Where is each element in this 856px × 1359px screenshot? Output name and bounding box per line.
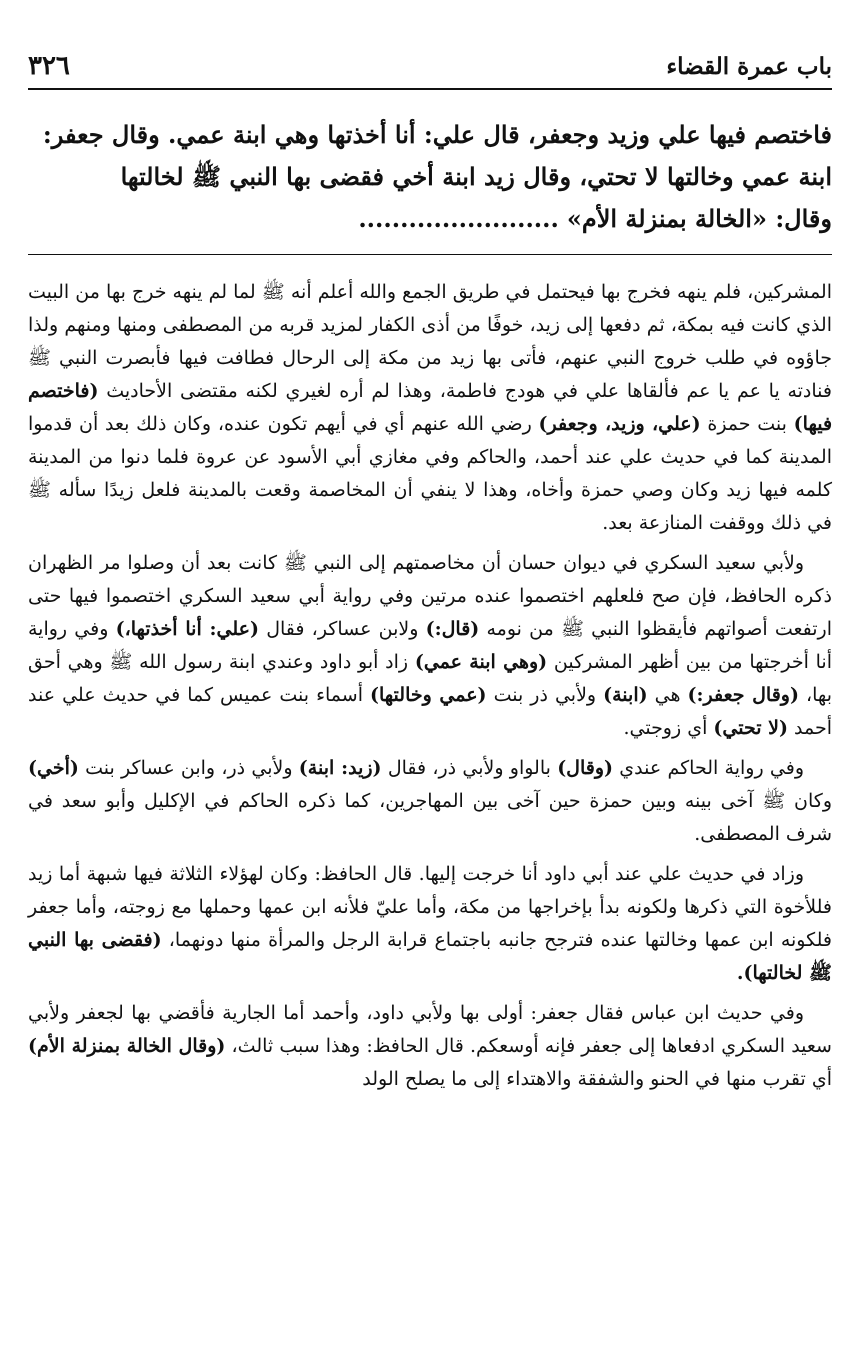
hadith-line: فاختصم فيها علي وزيد وجعفر، قال علي: أنا أخذتها وهي ابنة عمي. وقال جعفر:: [42, 120, 832, 149]
commentary-paragraph: [28, 997, 832, 1096]
text-run: وفي رواية أنا أخرجتها من بين أظهر المشركين: [28, 618, 832, 673]
hadith-line: ابنة عمي وخالتها لا تحتي، وقال زيد ابنة أخي فقضى بها النبي ﷺ لخالتها: [120, 162, 832, 191]
page-number: ٣٢٦: [28, 51, 70, 81]
quoted-text: (ابنة): [603, 684, 648, 706]
dotted-leader: ........................: [358, 204, 559, 233]
text-run: بالواو ولأبي ذر، فقال: [387, 757, 551, 779]
commentary-paragraph: [28, 752, 832, 851]
separator-line: [28, 254, 832, 255]
text-run: ولابن عساكر، فقال: [266, 618, 419, 640]
text-run: ولأبي ذر بنت: [493, 684, 597, 706]
quoted-text: (لا تحتي): [713, 717, 788, 739]
text-run: أي زوجتي.: [623, 717, 708, 739]
quoted-text: (عمي وخالتها): [370, 684, 487, 706]
text-run: المشركين، فلم ينهه فخرج بها فيحتمل في طريق الجمع والله أعلم أنه ﷺ لما لم ينهه خرج بها من البيت الذي كانت فيه بمكة، ثم دفعها إلى زيد، خوفًا من أذى الكفار لمزيد قربه من المصطفى ومنها ومنهم ولذا جاؤوه في طلب خروج النبي عنهم، فأتى بها زيد من مكة إلى الرحال فطافت فيها فأبصرت النبي ﷺ فنادته يا عم يا عم فألقاها علي في هودج فاطمة، وهذا لم أره لغيري لكنه مقتضى الأحاديث: [28, 281, 832, 402]
text-run: بنت حمزة: [707, 413, 787, 435]
text-run: وكان ﷺ آخى بينه وبين حمزة حين آخى بين المهاجرين، كما ذكره الحاكم في الإكليل وأبو سعد في شرف المصطفى.: [28, 790, 832, 845]
quoted-text: (علي، وزيد، وجعفر): [538, 413, 701, 435]
commentary-paragraph: [28, 547, 832, 745]
text-run: أي تقرب منها في الحنو والشفقة والاهتداء إلى ما يصلح الولد: [362, 1068, 832, 1090]
text-run: أسماء بنت عميس كما في حديث علي عند أحمد: [28, 684, 832, 739]
text-run: وفي رواية الحاكم عندي: [619, 757, 804, 779]
chapter-title: باب عمرة القضاء: [666, 52, 832, 80]
text-run: زاد أبو داود وعندي ابنة رسول الله ﷺ وهي أحق بها،: [28, 651, 832, 706]
text-run: ولأبي سعيد السكري في ديوان حسان أن مخاصمتهم إلى النبي ﷺ كانت بعد أن وصلوا مر الظهران ذكره الحافظ، فإن صح فلعلهم اختصموا عنده مرتين وفي رواية أبي سعيد السكري اختصموا فيها حتى ارتفعت أصواتهم فأيقظوا النبي ﷺ من نومه: [28, 552, 832, 640]
text-run: هي: [654, 684, 681, 706]
text-run: وزاد في حديث علي عند أبي داود أنا خرجت إليها. قال الحافظ: وكان لهؤلاء الثلاثة فيها شبهة أما زيد فللأخوة التي ذكرها ولكونه بدأ بإخراجها من مكة، وأما عليّ فلأنه ابن عمها وحملها مع زوجته، وأما جعفر فلكونه ابن عمها وخالتها عنده فترجح جانبه باجتماع قرابة الرجل والمرأة منها دونهما،: [28, 863, 832, 951]
text-run: ولأبي ذر، وابن عساكر بنت: [85, 757, 293, 779]
quoted-text: (وقال): [557, 757, 614, 779]
hadith-text: [28, 114, 832, 240]
hadith-line-text: وقال: «الخالة بمنزلة الأم»: [566, 204, 832, 233]
quoted-text: (وقال جعفر:): [687, 684, 799, 706]
quoted-text: (وقال الخالة بمنزلة الأم): [28, 1035, 226, 1057]
page-header: [28, 44, 832, 90]
commentary-paragraph: [28, 858, 832, 990]
quoted-text: (زيد: ابنة): [298, 757, 382, 779]
quoted-text: (أخي): [28, 757, 79, 779]
commentary-paragraph: [28, 276, 832, 540]
quoted-text: (علي: أنا أخذتها،): [115, 618, 259, 640]
commentary-text: [28, 276, 832, 1103]
text-run: وفي حديث ابن عباس فقال جعفر: أولى بها ولأبي داود، وأحمد أما الجارية فأقضي بها لجعفر ولأبي سعيد السكري ادفعاها إلى جعفر فإنه أوسعكم. قال الحافظ: وهذا سبب ثالث،: [28, 1002, 832, 1057]
text-run: رضي الله عنهم أي في أيهم تكون عنده، وكان ذلك بعد أن قدموا المدينة كما في حديث علي عند أحمد، والحاكم وفي مغازي أبي الأسود عن عروة فلما دنوا من المدينة كلمه فيها زيد وكان وصي حمزة وأخاه، وهذا لا ينفي أن المخاصمة وقعت بالمدينة فلعل زيدًا سأله ﷺ في ذلك ووقفت المنازعة بعد.: [28, 413, 832, 534]
quoted-text: (وهي ابنة عمي): [414, 651, 548, 673]
hadith-line: [28, 198, 832, 240]
quoted-text: (فقضى بها النبي ﷺ لخالتها).: [28, 929, 832, 984]
quoted-text: (فاختصم فيها): [28, 380, 833, 435]
quoted-text: (قال:): [425, 618, 480, 640]
